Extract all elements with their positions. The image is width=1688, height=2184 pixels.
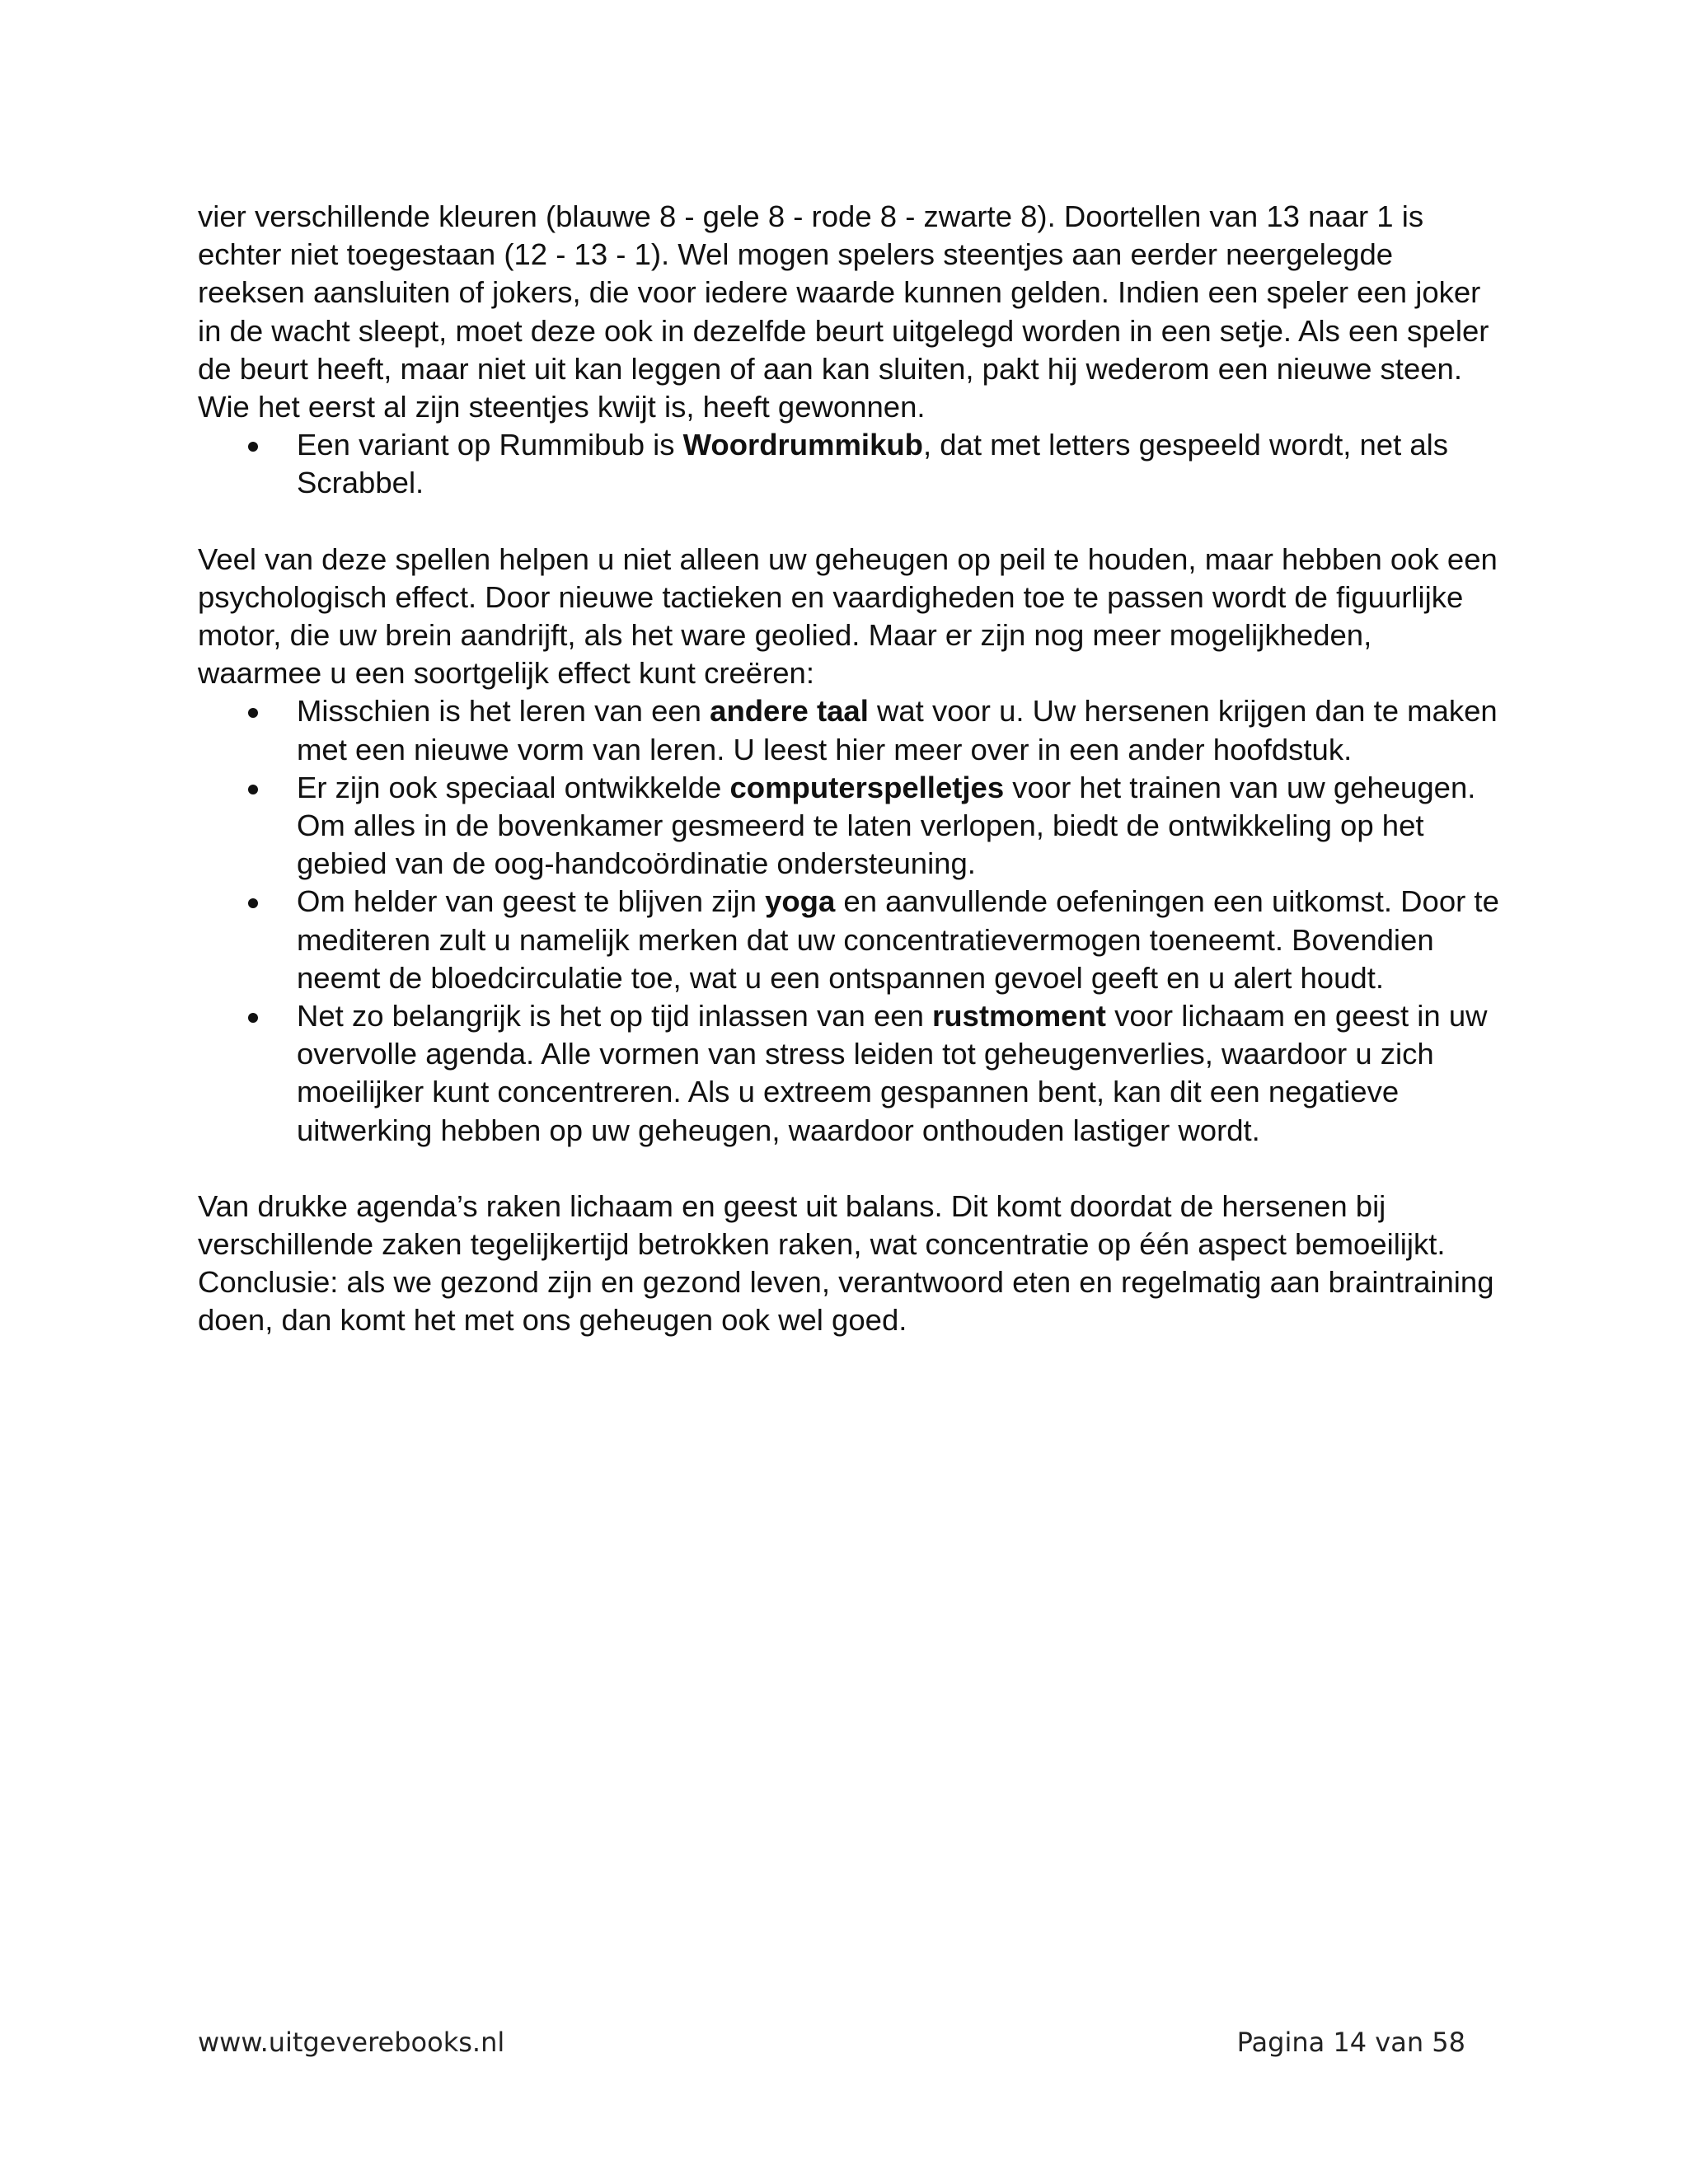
bullet-icon [248,785,258,794]
bullet-icon [248,898,258,908]
bold-term: rustmoment [932,999,1106,1033]
bullet-icon [248,1013,258,1023]
page-number: Pagina 14 van 58 [1236,2027,1465,2058]
list-item: Een variant op Rummibub is Woordrummikub, dat met letters gespeeld wordt, net als Scrabbel. [198,426,1500,502]
bullet-icon [248,442,258,452]
bullet-icon [248,708,258,718]
bold-term: Woordrummikub [682,428,923,462]
body-paragraph: Van drukke agenda’s raken lichaam en geest uit balans. Dit komt doordat de hersenen bij verschillende zaken tegelijkertijd betrokken raken, wat concentratie op één aspect bemoeilijkt. Conclusie: als we gezond zijn en gezond leven, verantwoord eten en regelmatig aan braintraining doen, dan komt het met ons geheugen ook wel goed. [198,1188,1494,1338]
footer-website: www.uitgeverebooks.nl [198,2027,505,2058]
list-item-continuation: vier verschillende kleuren (blauwe 8 - gele 8 - rode 8 - zwarte 8). Doortellen van 13 naar 1 is echter niet toegestaan (12 - 13 - 1). Wel mogen spelers steentjes aan eerder neergelegde reeksen aansluiten of jokers, die voor iedere waarde kunnen gelden. Indien een speler een joker in de wacht sleept, moet deze ook in dezelfde beurt uitgelegd worden in een setje. Als een speler de beurt heeft, maar niet uit kan leggen of aan kan sluiten, pakt hij wederom een nieuwe steen. Wie het eerst al zijn steentjes kwijt is, heeft gewonnen. [198,199,1489,424]
bullet-list-1 [198,426,1500,502]
list-item: Misschien is het leren van een andere taal wat voor u. Uw hersenen krijgen dan te maken met een nieuwe vorm van leren. U leest hier meer over in een ander hoofdstuk. [198,692,1500,768]
list-item: Net zo belangrijk is het op tijd inlassen van een rustmoment voor lichaam en geest in uw overvolle agenda. Alle vormen van stress leiden tot geheugenverlies, waardoor u zich moeilijker kunt concentreren. Als u extreem gespannen bent, kan dit een negatieve uitwerking hebben op uw geheugen, waardoor onthouden lastiger wordt. [198,997,1500,1150]
page-footer [198,2026,1465,2059]
list-item: Om helder van geest te blijven zijn yoga en aanvullende oefeningen een uitkomst. Door te mediteren zult u namelijk merken dat uw concentratievermogen toeneemt. Bovendien neemt de bloedcirculatie toe, wat u een ontspannen gevoel geeft en u alert houdt. [198,883,1500,997]
page-content [198,198,1500,1340]
body-paragraph: Veel van deze spellen helpen u niet alleen uw geheugen op peil te houden, maar hebben ook een psychologisch effect. Door nieuwe tactieken en vaardigheden toe te passen wordt de figuurlijke motor, die uw brein aandrijft, als het ware geolied. Maar er zijn nog meer mogelijkheden, waarmee u een soortgelijk effect kunt creëren: [198,541,1498,691]
bullet-list-2 [198,692,1500,1149]
bold-term: yoga [765,884,836,919]
list-item: Er zijn ook speciaal ontwikkelde computerspelletjes voor het trainen van uw geheugen. Om alles in de bovenkamer gesmeerd te laten verlopen, biedt de ontwikkeling op het gebied van de oog-handcoördinatie ondersteuning. [198,769,1500,883]
bold-term: andere taal [710,694,869,729]
bold-term: computerspelletjes [729,770,1005,804]
